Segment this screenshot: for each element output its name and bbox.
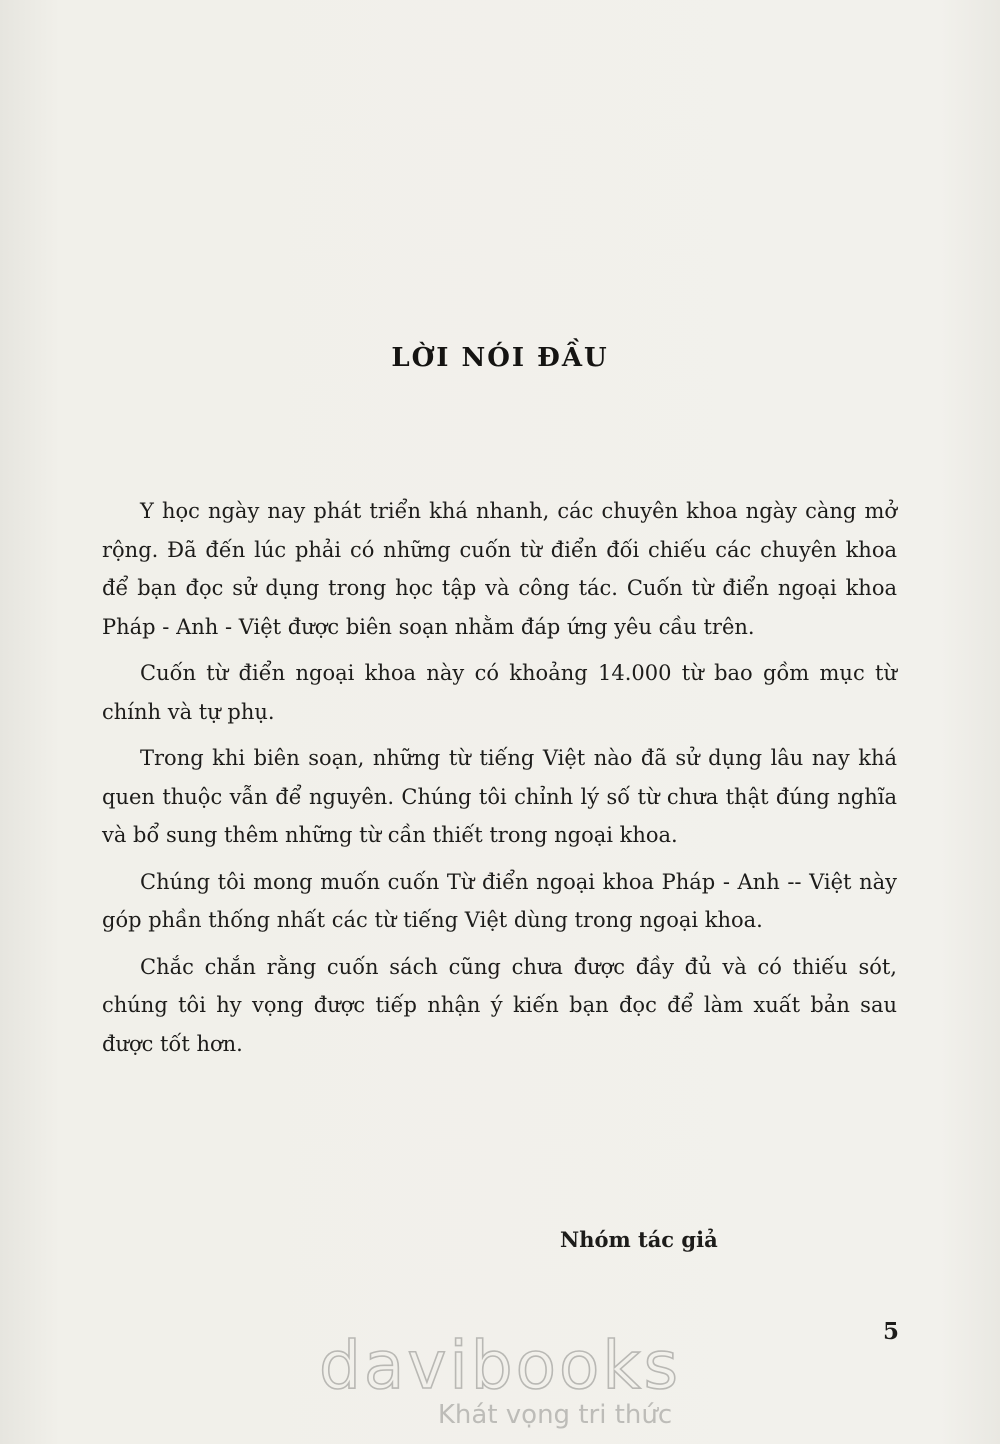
watermark	[0, 1327, 1000, 1430]
page-number: 5	[883, 1318, 900, 1345]
paragraph-1: Y học ngày nay phát triển khá nhanh, các chuyên khoa ngày càng mở rộng. Đã đến lúc phải có những cuốn từ điển đối chiếu các chuyên khoa để bạn đọc sử dụng trong học tập và công tác. Cuốn từ điển ngoại khoa Pháp - Anh - Việt được biên soạn nhằm đáp ứng yêu cầu trên.	[102, 499, 897, 639]
author-signature: Nhóm tác giả	[560, 1227, 718, 1252]
watermark-slogan: Khát vọng tri thức	[437, 1400, 673, 1430]
paragraph-2: Cuốn từ điển ngoại khoa này có khoảng 14.000 từ bao gồm mục từ chính và tự phụ.	[102, 661, 897, 724]
preface-body	[102, 492, 897, 1071]
paragraph-4: Chúng tôi mong muốn cuốn Từ điển ngoại khoa Pháp - Anh -- Việt này góp phần thống nhất các từ tiếng Việt dùng trong ngoại khoa.	[102, 869, 897, 932]
paragraph-5: Chắc chắn rằng cuốn sách cũng chưa được đầy đủ và có thiếu sót, chúng tôi hy vọng được tiếp nhận ý kiến bạn đọc để làm xuất bản sau được tốt hơn.	[102, 954, 897, 1056]
watermark-logo: davibooks	[319, 1327, 681, 1404]
page-title: LỜI NÓI ĐẦU	[391, 343, 609, 373]
paragraph-3: Trong khi biên soạn, những từ tiếng Việt nào đã sử dụng lâu nay khá quen thuộc vẫn để nguyên. Chúng tôi chỉnh lý số từ chưa thật đúng nghĩa và bổ sung thêm những từ cần thiết trong ngoại khoa.	[102, 746, 897, 847]
